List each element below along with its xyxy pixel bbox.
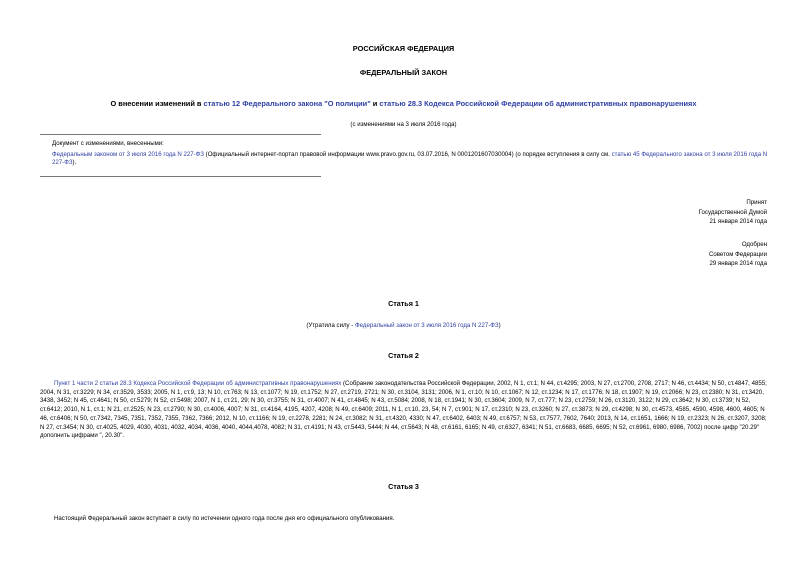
country-heading: РОССИЙСКАЯ ФЕДЕРАЦИЯ (352, 44, 455, 53)
title-middle: и (370, 99, 380, 108)
article2-link-koap-point[interactable]: Пункт 1 части 2 статьи 28.3 Кодекса Российской Федерации об административных правонарушениях (54, 380, 342, 387)
title-link-police-law[interactable]: статью 12 Федерального закона "О полиции" (203, 99, 371, 108)
changes-heading: Документ с изменениями, внесенными: (52, 140, 164, 147)
adoption-line2: Государственной Думой (698, 208, 767, 216)
approval-line3: 29 января 2014 года (709, 260, 767, 268)
article1-note-prefix: (Утратила силу - (306, 322, 355, 329)
article2-text: (Собрание законодательства Российской Федерации, 2002, N 1, ст.1; N 44, ст.4295; 2003, N 27, ст.2700, 2708, 2717; N 46, ст.4434; N 50, ст.4847, 4855; 2004, N 31, ст.3229; N 34, ст.3529, 3533; 2005, N 1, ст.9, 13; N 10, ст.763; N 13, ст.1077; N 19, ст.1752; N 27, ст.2719, 2721; N 30, ст.3104, 3131; 2006, N 1, ст.10; N 10, ст.1067; N 12, ст.1234; N 17, ст.1776; N 18, ст.1907; N 19, ст.2066; N 23, ст.2380; N 31, ст.3420, 3438, 3452; N 45, ст.4641; N 50, ст.5279; N 52, ст.5498; 2007, N 1, ст.21, 29; N 30, ст.3755; N 31, ст.4007; N 41, ст.4845; N 43, ст.5084; 2008, N 18, ст.1941; N 30, ст.3604; 2009, N 7, ст.777; N 23, ст.2759; N 26, ст.3120, 3122; N 29, ст.3642; N 30, ст.3739; N 52, ст.6412; 2010, N 1, ст.1; N 21, ст.2525; N 23, ст.2790; N 30, ст.4006, 4007; N 31, ст.4164, 4195, 4207, 4208; N 49, ст.6409; 2011, N 1, ст.10, 23, 54; N 7, ст.901; N 17, ст.2310; N 23, ст.3260; N 27, ст.3873; N 29, ст.4298; N 30, ст.4573, 4585, 4590, 4598, 4600, 4605; N 46, ст.6406; N 50, ст.7342, 7345, 7351, 7352, 7355, 7362, 7366; 2012, N 10, ст.1166; N 19, ст.2278, 2281; N 24, ст.3082; N 31, ст.4320, 4330; N 47, ст.6402, 6403; N 49, ст.6757; N 53, ст.7577, 7602, 7640; 2013, N 14, ст.1651, 1666; N 19, ст.2323; N 26, ст.3207, 3208; N 27, ст.3454; N 30, ст.4025, 4029, 4030, 4031, 4032, 4034, 4036, 4040, 4044,4078, 4082; N 31, ст.4191; N 43, ст.5443, 5444; N 44, ст.5643; N 48, ст.6161, 6165; N 49, ст.6327, 6341; N 51, ст.6683, 6685, 6695; N 52, ст.6961, 6980, 6986, 7002) после цифр "20.29" дополнить цифрами ", 20.30". (40, 380, 767, 440)
article1-note (0, 322, 807, 331)
law-kind-heading: ФЕДЕРАЛЬНЫЙ ЗАКОН (359, 68, 448, 77)
title-link-koap[interactable]: статью 28.3 Кодекса Российской Федерации об административных правонарушениях (379, 99, 697, 108)
divider-bottom (40, 176, 321, 177)
approval-line2: Советом Федерации (708, 250, 767, 258)
article2-body (40, 380, 770, 441)
article1-title: Статья 1 (388, 299, 419, 308)
approval-block (709, 240, 767, 269)
changes-block (52, 140, 772, 168)
law-title (20, 100, 787, 109)
article1-note-suffix: ) (498, 322, 501, 329)
changes-link-227fz[interactable]: Федеральным законом от 3 июля 2016 года N 227-ФЗ (52, 150, 204, 158)
article3-body: Настоящий Федеральный закон вступает в силу по истечении одного года после дня его официального опубликования. (54, 515, 395, 522)
adoption-line3: 21 января 2014 года (709, 218, 767, 226)
approval-line1: Одобрен (741, 241, 767, 248)
article2-title: Статья 2 (388, 351, 419, 360)
changes-text: (Официальный интернет-портал правовой информации www.pravo.gov.ru, 03.07.2016, N 0001201607030004) (о порядке вступления в силу см. (203, 150, 612, 158)
revision-note: (с изменениями на 3 июля 2016 года) (350, 121, 457, 128)
divider-top (40, 134, 321, 135)
changes-tail: ). (72, 159, 77, 167)
changes-body (52, 151, 772, 168)
title-prefix: О внесении изменений в (110, 99, 204, 108)
adoption-block (699, 198, 767, 227)
changes-link-article45[interactable]: статью 45 Федерального закона от 3 июля 2016 года N 227-ФЗ (52, 150, 768, 167)
adoption-line1: Принят (746, 199, 767, 206)
article1-note-link[interactable]: Федеральный закон от 3 июля 2016 года N 227-ФЗ (355, 322, 499, 329)
article3-title: Статья 3 (388, 482, 419, 491)
